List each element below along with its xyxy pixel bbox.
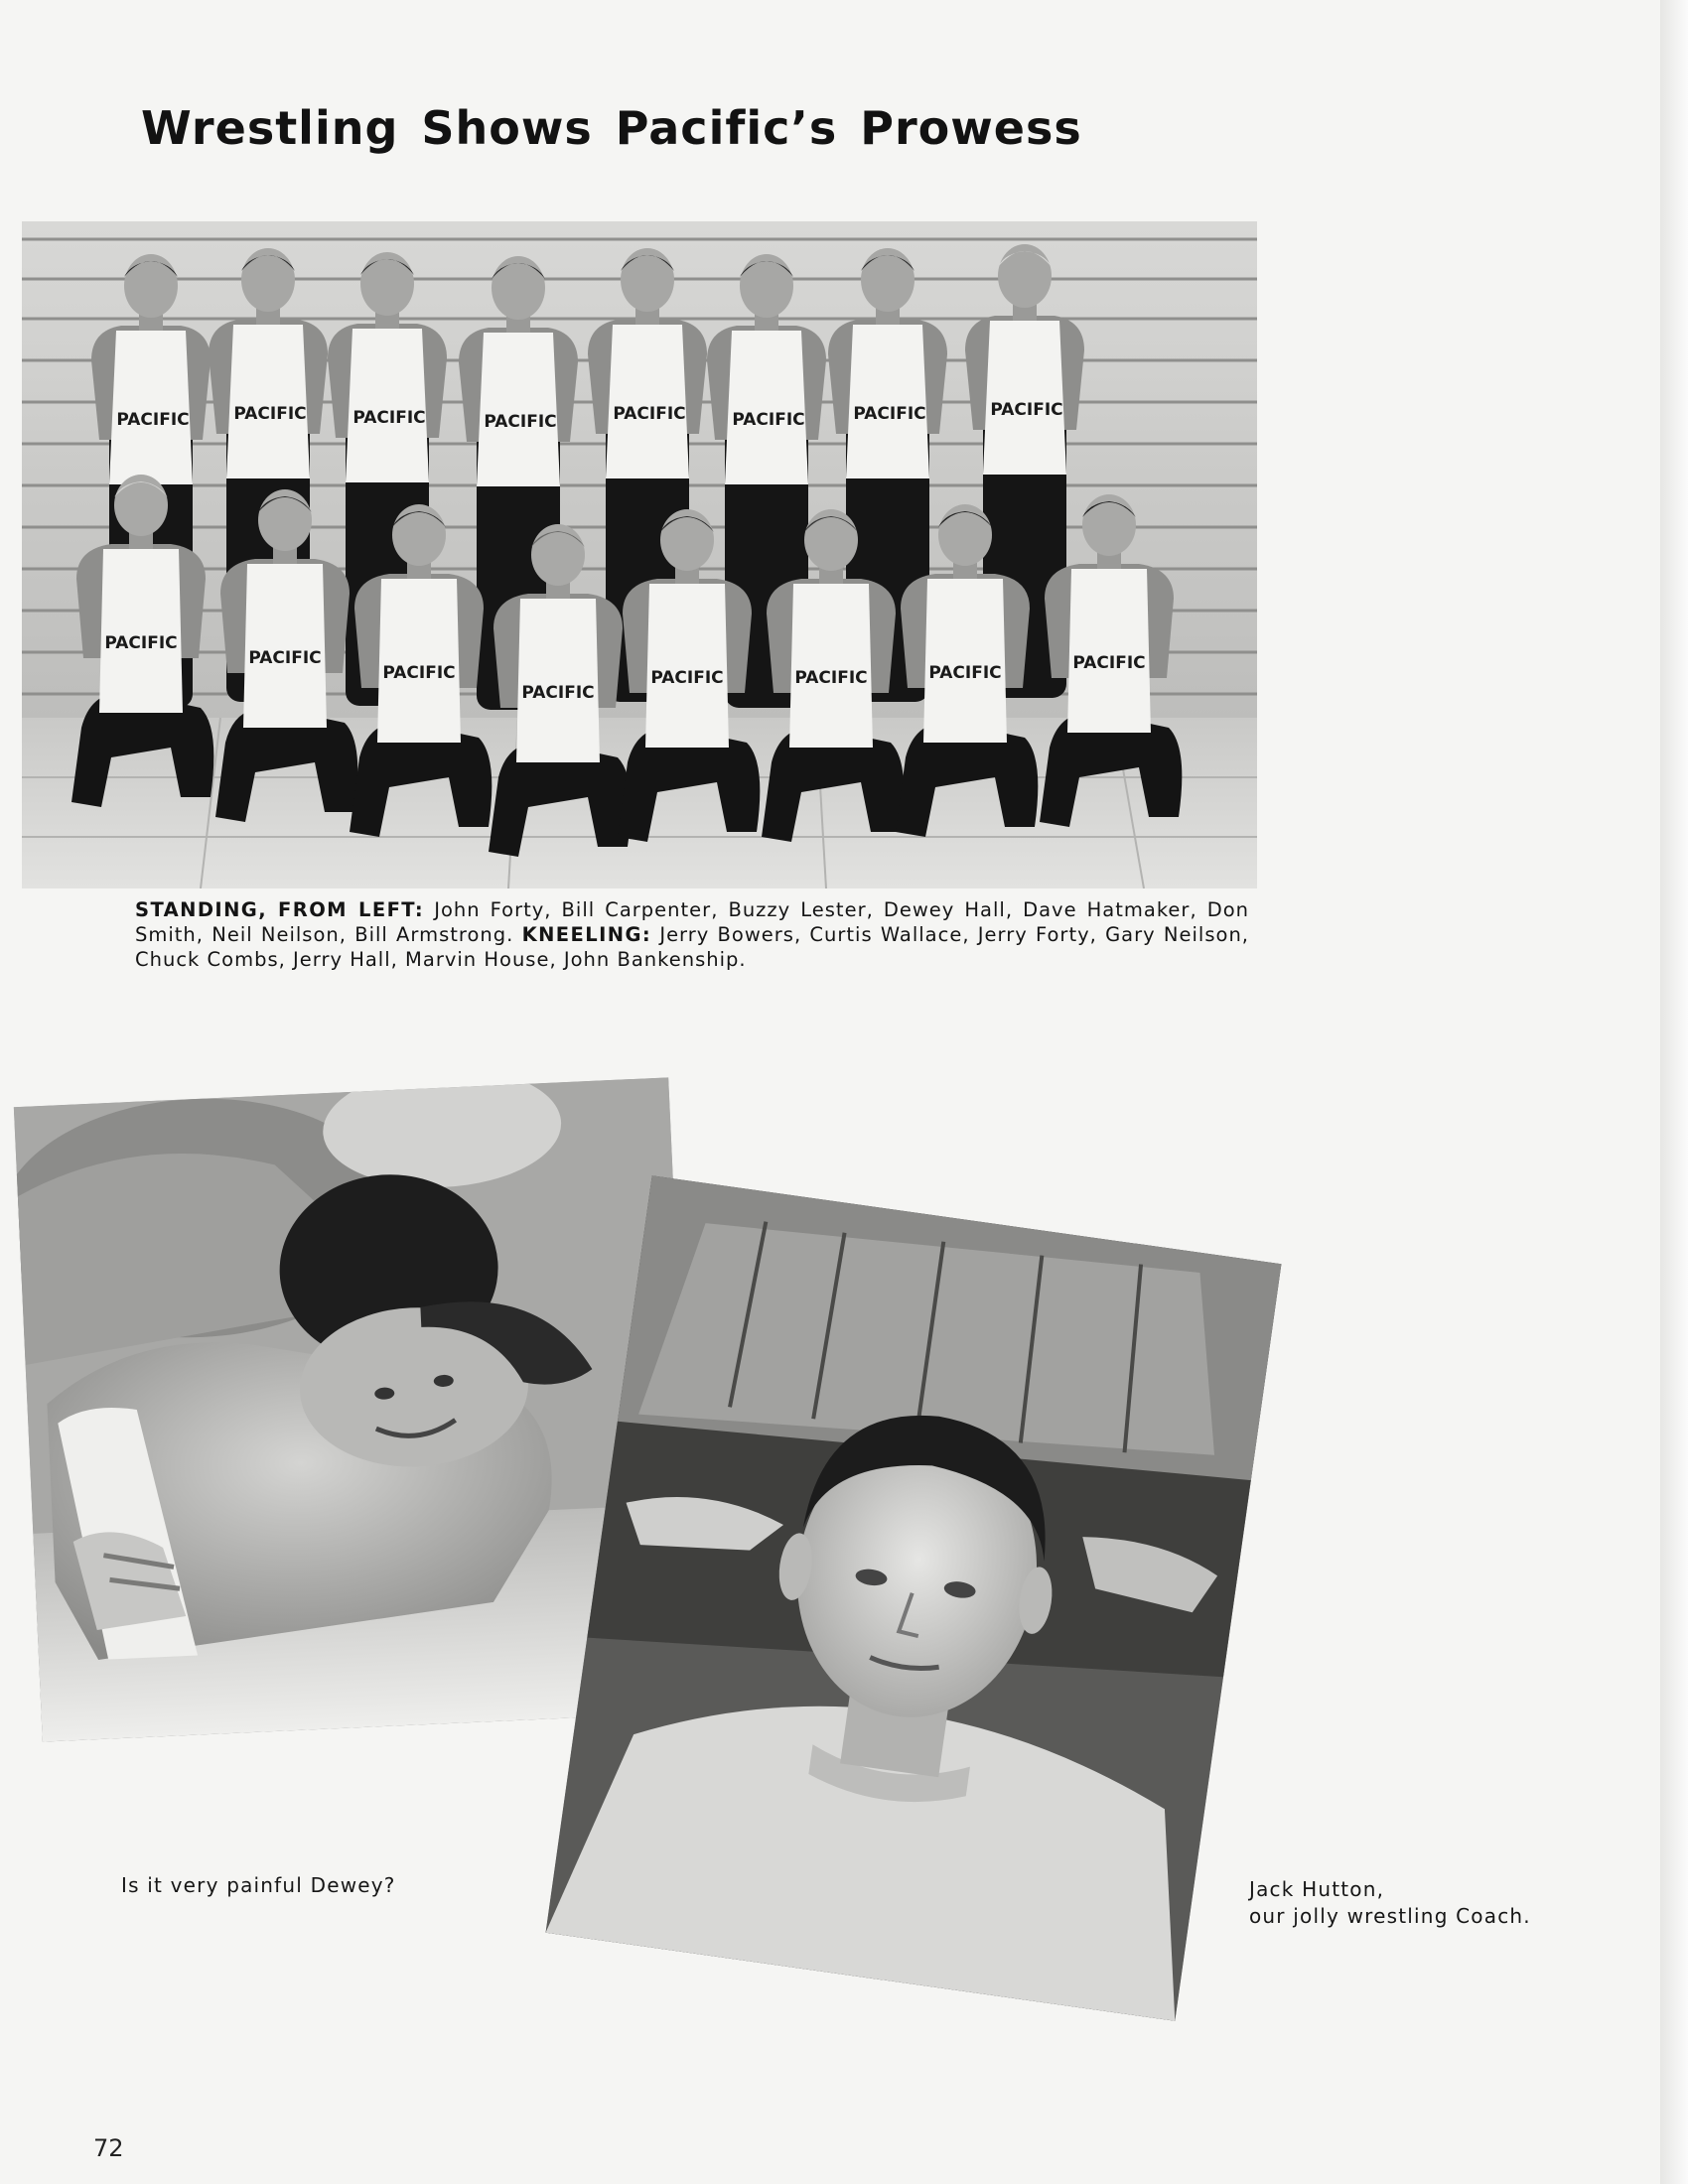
- jersey-text: PACIFIC: [732, 410, 805, 430]
- jersey-text: PACIFIC: [650, 668, 724, 688]
- jersey-text: PACIFIC: [104, 633, 178, 653]
- jersey-text: PACIFIC: [990, 400, 1063, 420]
- jersey-text: PACIFIC: [248, 648, 322, 668]
- caption-kneeling-names: Jerry Bowers, Curtis Wallace, Jerry Forty, Gary Neilson, Chuck Combs, Jerry Hall, Marvin House, John Bankenship.: [135, 923, 1249, 971]
- coach-photo-illustration: [546, 1175, 1282, 2021]
- jersey-text: PACIFIC: [521, 683, 595, 703]
- jersey-text: PACIFIC: [853, 404, 926, 424]
- jersey-text: PACIFIC: [116, 410, 190, 430]
- page-edge-shadow: [1660, 0, 1688, 2184]
- jersey-text: PACIFIC: [382, 663, 456, 683]
- coach-photo: [546, 1175, 1282, 2021]
- page-title: Wrestling Shows Pacific’s Prowess: [141, 101, 1082, 155]
- jersey-text: PACIFIC: [233, 404, 307, 424]
- caption-lead-standing: STANDING, FROM LEFT:: [135, 898, 425, 921]
- jersey-text: PACIFIC: [794, 668, 868, 688]
- jersey-text: PACIFIC: [1072, 653, 1146, 673]
- team-photo-illustration: [22, 221, 1257, 888]
- page-number: 72: [93, 2134, 124, 2162]
- caption-lead-kneeling: KNEELING:: [521, 923, 652, 946]
- team-photo: [22, 221, 1257, 888]
- team-photo-caption: [135, 897, 1249, 972]
- jersey-text: PACIFIC: [928, 663, 1002, 683]
- coach-caption-line1: Jack Hutton,: [1249, 1877, 1385, 1901]
- action-photo-caption: Is it very painful Dewey?: [121, 1873, 396, 1897]
- jersey-text: PACIFIC: [613, 404, 686, 424]
- caption-standing-names: John Forty, Bill Carpenter, Buzzy Lester, Dewey Hall, Dave Hatmaker, Don Smith, Neil Neilson, Bill Armstrong.: [135, 898, 1249, 946]
- coach-caption-line2: our jolly wrestling Coach.: [1249, 1904, 1531, 1928]
- coach-photo-caption: [1249, 1876, 1531, 1930]
- jersey-text: PACIFIC: [484, 412, 557, 432]
- jersey-text: PACIFIC: [352, 408, 426, 428]
